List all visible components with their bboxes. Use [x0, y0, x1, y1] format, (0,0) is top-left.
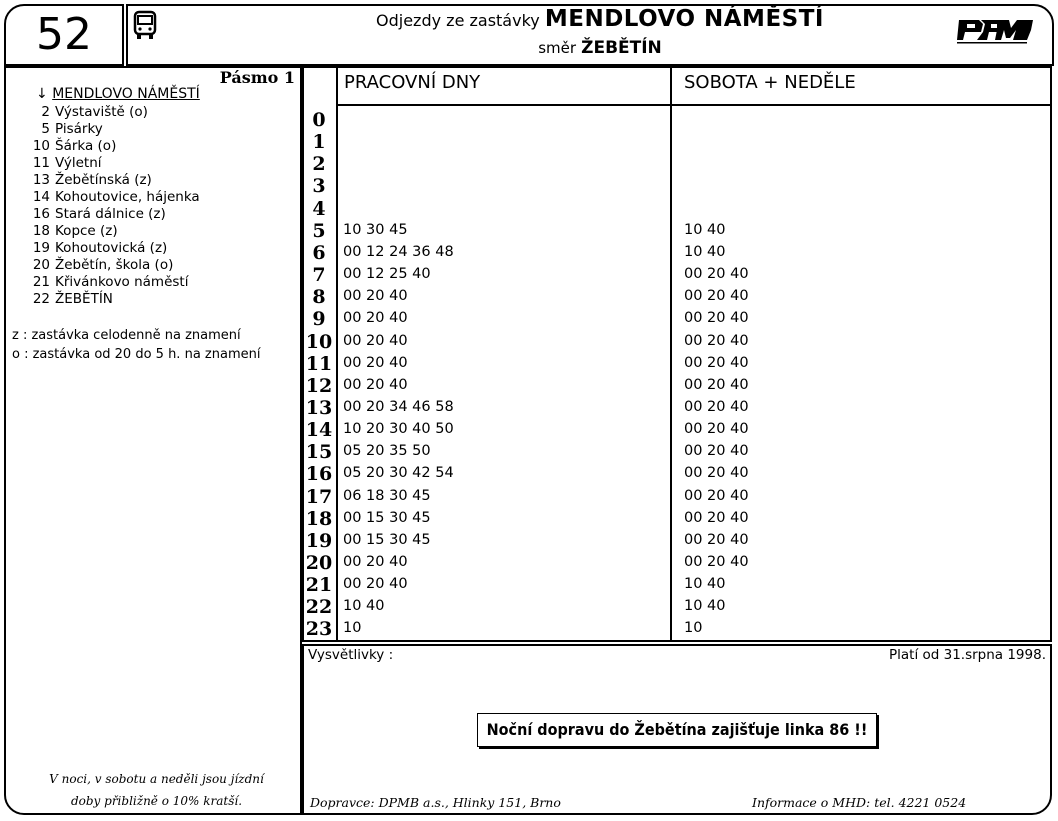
weekday-departures: 00 12 24 36 48	[343, 243, 454, 260]
hour-label: 11	[305, 352, 333, 375]
weekend-departures: 00 20 40	[684, 487, 749, 504]
weekday-departures: 00 15 30 45	[343, 509, 431, 526]
stop-minutes: 14	[32, 189, 50, 205]
current-stop	[36, 86, 200, 102]
weekend-departures: 10 40	[684, 221, 726, 238]
weekend-departures: 00 20 40	[684, 288, 749, 305]
stop-name: ŽEBĚTÍN	[55, 291, 113, 307]
weekend-departures: 00 20 40	[684, 310, 749, 327]
hour-label: 17	[305, 485, 333, 508]
hour-label: 12	[305, 374, 333, 397]
hour-label: 14	[305, 419, 333, 442]
weekday-departures: 00 20 40	[343, 288, 408, 305]
valid-from: Platí od 31.srpna 1998.	[888, 647, 1046, 663]
weekend-departures: 00 20 40	[684, 332, 749, 349]
weekend-departures: 10 40	[684, 598, 726, 615]
stop-minutes: 2	[41, 104, 50, 120]
current-stop-name: MENDLOVO NÁMĚSTÍ	[52, 86, 200, 102]
stop-minutes: 19	[32, 240, 50, 256]
weekday-departures: 00 12 25 40	[343, 266, 431, 283]
dpmb-logo	[955, 16, 1033, 46]
note-line: V noci, v sobotu a neděli jsou jízdní	[49, 772, 264, 786]
weekend-departures: 00 20 40	[684, 443, 749, 460]
hour-label: 19	[305, 529, 333, 552]
hour-label: 20	[305, 552, 333, 574]
hour-label: 13	[305, 396, 333, 419]
weekday-departures: 00 20 40	[343, 576, 408, 593]
hour-label: 2	[312, 153, 326, 176]
stop-item	[12, 223, 297, 240]
stop-item	[12, 240, 297, 257]
direction	[200, 38, 1000, 58]
weekday-departures: 00 20 40	[343, 554, 408, 570]
hour-label: 21	[305, 574, 333, 597]
line-number: 52	[36, 9, 92, 60]
weekday-header: PRACOVNÍ DNY	[344, 72, 481, 93]
weekend-departures: 10	[684, 620, 703, 637]
weekend-departures: 00 20 40	[684, 398, 749, 415]
stop-item	[12, 172, 297, 189]
weekend-departures: 00 20 40	[684, 421, 749, 438]
weekend-departures: 10 40	[684, 576, 726, 593]
hour-label: 4	[312, 197, 326, 220]
travel-time-note	[14, 768, 299, 812]
stop-item	[12, 121, 297, 138]
stop-name: Výletní	[55, 155, 102, 171]
weekday-departures: 10 20 30 40 50	[343, 421, 454, 438]
stop-name: Kopce (z)	[55, 223, 118, 239]
stop-name: Výstaviště (o)	[55, 104, 148, 120]
stop-item	[12, 189, 297, 206]
stop-name: Pisárky	[55, 121, 103, 137]
hour-label: 5	[312, 219, 326, 242]
hour-label: 18	[305, 507, 333, 530]
stop-minutes: 21	[32, 274, 50, 290]
timetable	[302, 66, 1052, 642]
arrow-down-icon: ↓	[36, 86, 48, 102]
stop-minutes: 20	[32, 257, 50, 273]
stop-name: MENDLOVO NÁMĚSTÍ	[544, 6, 824, 32]
zone-label: Pásmo 1	[219, 68, 295, 87]
hour-label: 22	[305, 596, 333, 619]
stop-name: Kohoutovice, hájenka	[55, 189, 200, 205]
weekday-departures: 10 30 45	[343, 221, 408, 238]
stop-minutes: 11	[32, 155, 50, 171]
hour-label: 1	[312, 131, 326, 154]
stop-minutes: 18	[32, 223, 50, 239]
direction-prefix: směr	[538, 39, 577, 57]
contact-info: Informace o MHD: tel. 4221 0524	[752, 795, 967, 810]
stop-name: Šárka (o)	[55, 138, 117, 154]
column-divider	[670, 66, 672, 642]
hour-label: 0	[312, 109, 326, 131]
weekend-departures: 00 20 40	[684, 509, 749, 526]
night-notice: Noční dopravu do Žebětína zajišťuje linka 86 !!	[486, 720, 868, 739]
stop-minutes: 16	[32, 206, 50, 222]
stop-item	[12, 155, 297, 172]
weekday-departures: 10 40	[343, 598, 385, 615]
weekday-departures: 00 20 40	[343, 310, 408, 327]
stop-minutes: 5	[41, 121, 50, 137]
bus-icon	[133, 10, 157, 40]
weekday-departures: 10	[343, 620, 362, 637]
header-divider	[336, 104, 1052, 106]
weekend-departures: 00 20 40	[684, 376, 749, 393]
hour-label: 16	[305, 463, 333, 486]
weekday-departures: 00 20 40	[343, 332, 408, 349]
weekend-departures: 00 20 40	[684, 554, 749, 570]
title-prefix: Odjezdy ze zastávky	[376, 11, 540, 30]
weekend-departures: 00 20 40	[684, 266, 749, 283]
weekday-departures: 06 18 30 45	[343, 487, 431, 504]
page-title	[200, 6, 1000, 32]
weekend-header: SOBOTA + NEDĚLE	[684, 72, 856, 93]
hour-label: 15	[305, 441, 333, 464]
hour-label: 8	[312, 286, 326, 309]
stop-list	[12, 104, 297, 308]
stop-minutes: 13	[32, 172, 50, 188]
stop-item	[12, 291, 297, 308]
stop-name: Kohoutovická (z)	[55, 240, 168, 256]
hour-label: 7	[312, 264, 326, 287]
weekday-departures: 00 20 40	[343, 376, 408, 393]
hour-label: 23	[305, 618, 333, 641]
weekend-departures: 00 20 40	[684, 354, 749, 371]
stop-name: Žebětín, škola (o)	[55, 257, 174, 273]
legend-item-o: o : zastávka od 20 do 5 h. na znamení	[12, 347, 261, 362]
weekday-departures: 05 20 35 50	[343, 443, 431, 460]
destination: ŽEBĚTÍN	[581, 38, 662, 58]
hour-label: 3	[312, 175, 326, 198]
stop-item	[12, 104, 297, 121]
legend-item-z: z : zastávka celodenně na znamení	[12, 328, 241, 343]
stop-name: Stará dálnice (z)	[55, 206, 166, 222]
stop-minutes: 10	[32, 138, 50, 154]
note-line: doby přibližně o 10% kratší.	[70, 794, 243, 808]
stop-name: Žebětínská (z)	[55, 172, 152, 188]
weekend-departures: 10 40	[684, 243, 726, 260]
weekday-departures: 00 20 40	[343, 354, 408, 371]
weekday-departures: 00 15 30 45	[343, 531, 431, 548]
stop-item	[12, 274, 297, 291]
hour-label: 9	[312, 308, 326, 331]
weekday-departures: 05 20 30 42 54	[343, 465, 454, 482]
stop-item	[12, 138, 297, 155]
hour-label: 6	[312, 241, 326, 264]
weekend-departures: 00 20 40	[684, 531, 749, 548]
stop-name: Křivánkovo náměstí	[55, 274, 189, 290]
stop-item	[12, 206, 297, 223]
hour-label: 10	[305, 330, 333, 353]
legend	[12, 326, 302, 364]
operator-info: Dopravce: DPMB a.s., Hlinky 151, Brno	[310, 795, 561, 810]
weekend-departures: 00 20 40	[684, 465, 749, 482]
stop-minutes: 22	[32, 291, 50, 307]
stop-item	[12, 257, 297, 274]
weekday-departures: 00 20 34 46 58	[343, 398, 454, 415]
explanations-label: Vysvětlivky :	[308, 647, 394, 663]
